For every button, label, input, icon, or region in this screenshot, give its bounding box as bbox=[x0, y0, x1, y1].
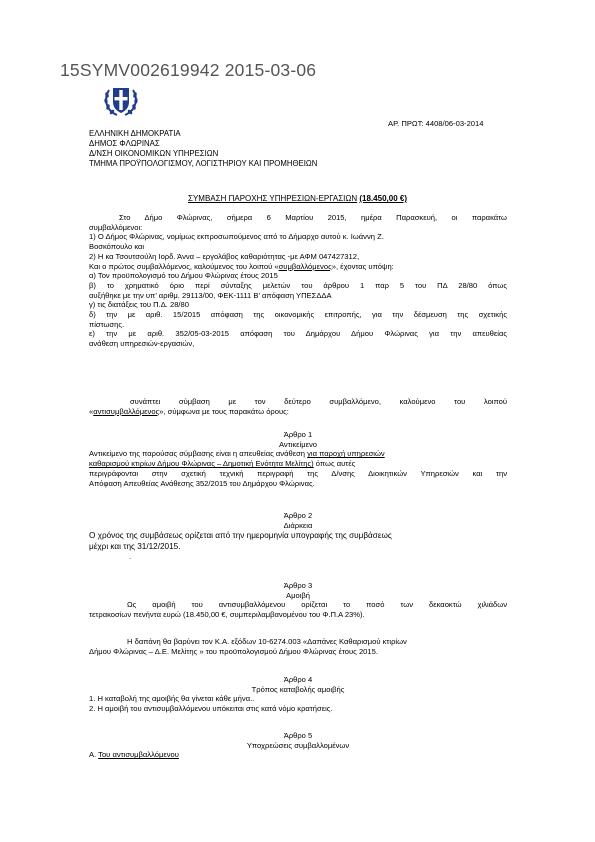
article-4 bbox=[89, 675, 507, 714]
article-line: τετρακοσίων πενήντα ευρώ (18.450,00 €, συμπεριλαμβανομένου του Φ.Π.Α 23%). bbox=[89, 610, 365, 620]
intro-line: β) το χρηματικό όριο περί σύνταξης μελετών του άρθρου 1 παρ 5 του ΠΔ 28/80 όπως bbox=[89, 280, 507, 290]
article-line: περιγράφονται στην σχετική τεχνική περιγραφή της Δ/νσης Διοικητικών Υπηρεσιών και την bbox=[89, 468, 507, 478]
intro-line: αυξήθηκε με την υπ’ αριθμ. 29113/00, ΦΕΚ-1111 Β’ απόφαση ΥΠΕΣΔΔΑ bbox=[89, 290, 332, 300]
article-heading: Άρθρο 3 bbox=[283, 581, 313, 590]
article-line: . bbox=[129, 552, 132, 562]
article-3 bbox=[89, 581, 507, 620]
article-heading: Άρθρο 4 bbox=[283, 675, 313, 684]
article-3-expense bbox=[89, 637, 507, 656]
article-line: 2. Η αμοιβή του αντισυμβαλλόμενου υπόκειται στις κατά νόμο κρατήσεις. bbox=[89, 704, 333, 714]
intro-line: Βοσκόπουλο και bbox=[89, 242, 145, 252]
contract-title-text: ΣΥΜΒΑΣΗ ΠΑΡΟΧΗΣ ΥΠΗΡΕΣΙΩΝ-ΕΡΓΑΣΙΩΝ bbox=[188, 194, 358, 203]
intro-line: α) Τον προϋπολογισμό του Δήμου Φλώρινας έτους 2015 bbox=[89, 271, 278, 281]
article-subtitle: Διάρκεια bbox=[283, 520, 313, 530]
article-line: Ως αμοιβή του αντισυμβαλλόμενου ορίζεται το ποσό των δεκαοκτώ χιλιάδων bbox=[127, 600, 507, 610]
intro-line: δ) την με αριθ. 15/2015 απόφαση της οικονομικής επιτροπής, για την δέσμευση της σχετικής bbox=[89, 310, 507, 320]
article-line: Α. Του αντισυμβαλλόμενου bbox=[89, 750, 179, 760]
article-line: Ο χρόνος της συμβάσεως ορίζεται από την ημερομηνία υπογραφής της συμβάσεως bbox=[89, 531, 392, 541]
article-line: Απόφαση Απευθείας Ανάθεσης 352/2015 του Δημάρχου Φλώρινας. bbox=[89, 478, 315, 488]
document-stamp: 15SYMV002619942 2015-03-06 bbox=[60, 60, 317, 80]
greek-emblem-icon bbox=[101, 80, 141, 120]
issuer-header bbox=[89, 129, 317, 169]
article-heading: Άρθρο 5 bbox=[283, 731, 313, 740]
header-line: ΕΛΛΗΝΙΚΗ ΔΗΜΟΚΡΑΤΙΑ bbox=[89, 129, 181, 138]
intro-line: Στο Δήμο Φλώρινας, σήμερα 6 Μαρτίου 2015, ημέρα Παρασκευή, οι παρακάτω bbox=[119, 213, 507, 222]
article-heading: Άρθρο 1 bbox=[283, 430, 313, 439]
agreement-line: «αντισυμβαλλόμενος», σύμφωνα με τους παρακάτω όρους: bbox=[89, 406, 289, 416]
intro-line: συμβαλλόμενοι: bbox=[89, 222, 143, 232]
contract-amount: (18.450,00 €) bbox=[359, 194, 407, 203]
intro-line: γ) τις διατάξεις του Π.Δ. 28/80 bbox=[89, 300, 189, 310]
article-1 bbox=[89, 430, 507, 488]
article-subtitle: Αμοιβή bbox=[286, 590, 310, 600]
article-5 bbox=[89, 731, 507, 760]
article-subtitle: Υποχρεώσεις συμβαλλομένων bbox=[246, 740, 350, 750]
contract-title bbox=[0, 194, 595, 203]
article-subtitle: Τρόπος καταβολής αμοιβής bbox=[251, 684, 345, 694]
article-line: μέχρι και της 31/12/2015. bbox=[89, 542, 181, 552]
article-line: καθαρισμού κτιρίων Δήμου Φλώρινας – Δημοτική Ενότητα Μελίτης) όπως αυτές bbox=[89, 459, 356, 469]
header-line: ΤΜΗΜΑ ΠΡΟΫΠΟΛΟΓΙΣΜΟΥ, ΛΟΓΙΣΤΗΡΙΟΥ ΚΑΙ ΠΡΟΜΗΘΕΙΩΝ bbox=[89, 158, 318, 168]
intro-line: ε) την με αριθ. 352/05-03-2015 απόφαση του Δημάρχου Δήμου Φλώρινας για την απευθείας bbox=[89, 329, 507, 339]
agreement-clause bbox=[89, 397, 507, 416]
agreement-line: συνάπτει σύμβαση με τον δεύτερο συμβαλλόμενο, καλούμενο του λοιπού bbox=[130, 397, 507, 406]
article-line: Δήμου Φλώρινας – Δ.Ε. Μελίτης » του προϋπολογισμού Δήμου Φλώρινας έτους 2015. bbox=[89, 646, 378, 656]
header-line: Δ/ΝΣΗ ΟΙΚΟΝΟΜΙΚΩΝ ΥΠΗΡΕΣΙΩΝ bbox=[89, 148, 219, 158]
intro-line: πίστωσης. bbox=[89, 319, 125, 329]
article-heading: Άρθρο 2 bbox=[283, 511, 313, 520]
article-2 bbox=[89, 511, 507, 562]
protocol-number: ΑΡ. ΠΡΩΤ: 4408/06-03-2014 bbox=[388, 119, 484, 128]
intro-line: 1) Ο Δήμος Φλώρινας, νομίμως εκπροσωπούμενος από το Δήμαρχο αυτού κ. Ιωάννη Ζ. bbox=[89, 232, 384, 242]
article-line: Η δαπάνη θα βαρύνει τον Κ.Α. εξόδων 10-6274.003 «Δαπάνες Καθαρισμού κτιρίων bbox=[127, 637, 407, 646]
article-subtitle: Αντικείμενο bbox=[278, 439, 318, 449]
header-line: ΔΗΜΟΣ ΦΛΩΡΙΝΑΣ bbox=[89, 138, 160, 148]
intro-line: 2) Η κα Τσουτσούλη Ιορδ. Άννα – εργολάβος καθαριότητας -με ΑΦΜ 047427312, bbox=[89, 251, 360, 261]
article-line: Αντικείμενο της παρούσας σύμβασης είναι η απευθείας ανάθεση για παροχή υπηρεσιών bbox=[89, 449, 385, 459]
intro-line: ανάθεση υπηρεσιών-εργασιών, bbox=[89, 339, 195, 349]
intro-section bbox=[89, 213, 507, 349]
intro-line: Και ο πρώτος συμβαλλόμενος, καλούμενος του λοιπού «συμβαλλόμενος», έχοντας υπόψη: bbox=[89, 261, 394, 271]
article-line: 1. Η καταβολή της αμοιβής θα γίνεται κάθε μήνα.. bbox=[89, 694, 255, 704]
